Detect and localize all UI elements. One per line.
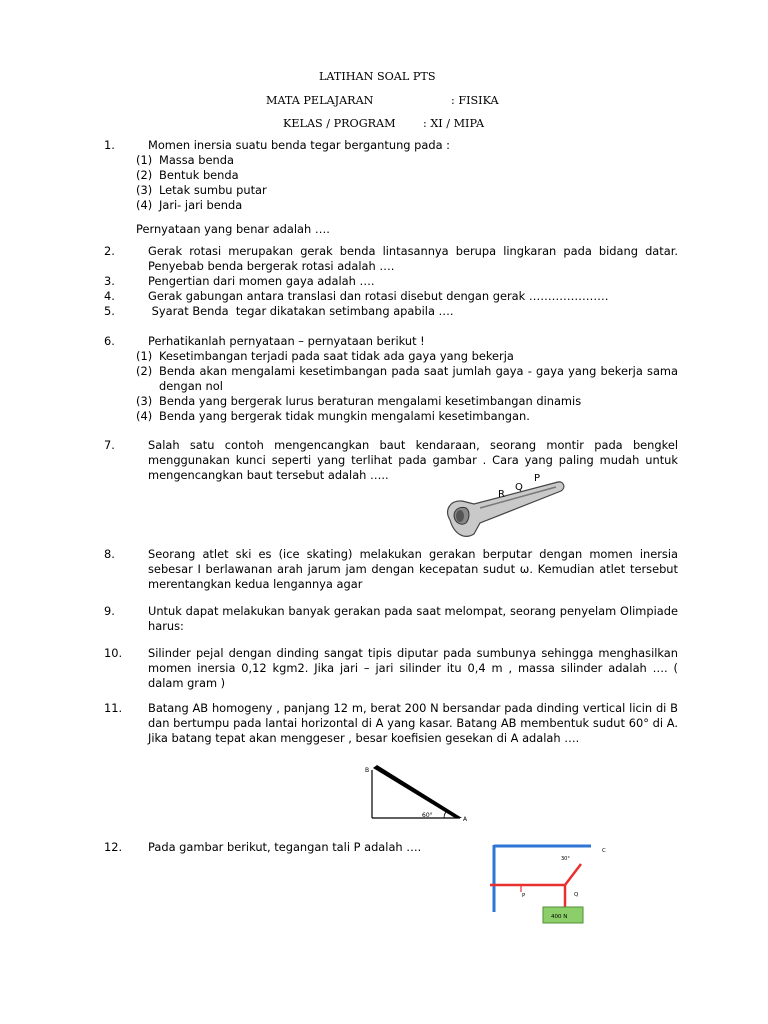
question-8: 8. Seorang atlet ski es (ice skating) melakukan gerakan berputar dengan momen inersia sebesar I berlawanan arah jarum jam dengan kecepatan sudut ω. Kemudian atlet tersebut merentangkan kedua lengannya agar [104,547,678,591]
option: (1) Massa benda [136,153,234,167]
question-text: Pada gambar berikut, tegangan tali P adalah …. [148,840,422,854]
rod-ab [373,765,462,818]
option: (2) Benda akan mengalami kesetimbangan pada saat jumlah gaya - gaya yang bekerja sama dengan nol [136,364,678,393]
subject-value: : FISIKA [451,94,499,107]
tension-label-q: Q [574,892,579,898]
wrench-label-q: Q [515,482,523,493]
question-text: Seorang atlet ski es (ice skating) melakukan gerakan berputar dengan momen inersia sebesar I berlawanan arah jarum jam dengan kecepatan sudut ω. Kemudian atlet tersebut merentangkan kedua lengannya agar [148,547,678,591]
question-10: 10. Silinder pejal dengan dinding sangat tipis diputar pada sumbunya sehingga menghasilkan momen inersia 0,12 kgm2. Jika jari – jari silinder itu 0,4 m , massa silinder adalah …. ( dalam gram ) [104,646,678,690]
subject-label: MATA PELAJARAN [266,94,374,107]
tension-label-p: P [522,893,526,899]
question-4: 4. Gerak gabungan antara translasi dan rotasi disebut dengan gerak ………………… [104,289,678,304]
tension-angle: 30° [561,856,570,862]
option: (1) Kesetimbangan terjadi pada saat tidak ada gaya yang bekerja [136,349,514,363]
wrench-icon [448,482,564,536]
question-text: Pengertian dari momen gaya adalah …. [148,274,375,288]
question-text: Perhatikanlah pernyataan – pernyataan berikut ! [148,334,425,348]
question-text: Silinder pejal dengan dinding sangat tipis diputar pada sumbunya sehingga menghasilkan momen inersia 0,12 kgm2. Jika jari – jari silinder itu 0,4 m , massa silinder adalah …. ( dalam gram ) [148,646,678,690]
question-1 [104,138,678,213]
option: (3) Benda yang bergerak lurus beraturan mengalami kesetimbangan dinamis [136,394,582,408]
question-7: 7. Salah satu contoh mengencangkan baut kendaraan, seorang montir pada bengkel menggunakan kunci seperti yang terlihat pada gambar . Cara yang paling mudah untuk mengencangkan baut tersebut adalah ….. [104,438,678,482]
rod-figure [360,760,480,826]
wrench-label-p: P [534,473,541,484]
question-text: Gerak gabungan antara translasi dan rotasi disebut dengan gerak ………………… [148,289,609,303]
wrench-figure [440,468,570,546]
question-text: Batang AB homogeny , panjang 12 m, berat 200 N bersandar pada dinding vertical licin di B dan bertumpu pada lantai horizontal di A yang kasar. Batang AB membentuk sudut 60° di A. Jika batang tepat akan menggeser , besar koefisien gesekan di A adalah …. [148,701,678,745]
rope-c [565,864,581,885]
tension-label-c: C [602,848,606,854]
rod-label-a: A [463,816,468,823]
wrench-label-r: R [498,489,505,500]
tension-figure [485,840,615,940]
tension-weight: 400 N [551,914,568,920]
question-text: Momen inersia suatu benda tegar bergantung pada : [148,138,451,152]
class-value: : XI / MIPA [423,117,485,130]
question-12: 12. Pada gambar berikut, tegangan tali P adalah …. [104,840,678,855]
question-11: 11. Batang AB homogeny , panjang 12 m, berat 200 N bersandar pada dinding vertical licin di B dan bertumpu pada lantai horizontal di A yang kasar. Batang AB membentuk sudut 60° di A. Jika batang tepat akan menggeser , besar koefisien gesekan di A adalah …. [104,701,678,745]
rod-angle: 60° [422,812,433,819]
option: (4) Benda yang bergerak tidak mungkin mengalami kesetimbangan. [136,409,530,423]
option: (3) Letak sumbu putar [136,183,267,197]
question-text: Salah satu contoh mengencangkan baut kendaraan, seorang montir pada bengkel menggunakan kunci seperti yang terlihat pada gambar . Cara yang paling mudah untuk mengencangkan baut tersebut adalah ….. [148,438,678,482]
question-number: 1. [104,138,115,152]
question-text: Gerak rotasi merupakan gerak benda lintasannya berupa lingkaran pada bidang datar. Penyebab benda bergerak rotasi adalah …. [148,244,678,273]
rod-label-b: B [365,767,370,774]
question-6: 6. Perhatikanlah pernyataan – pernyataan berikut ! (1) Kesetimbangan terjadi pada saat tidak ada gaya yang bekerja (2) Benda akan mengalami kesetimbangan pada saat jumlah gaya - gaya yang bekerja sama dengan nol (3) Benda yang bergerak lurus beraturan mengalami kesetimbangan dinamis (4) Benda yang bergerak tidak mungkin mengalami kesetimbangan. [104,334,678,423]
question-text: Untuk dapat melakukan banyak gerakan pada saat melompat, seorang penyelam Olimpiade harus: [148,604,678,633]
class-label: KELAS / PROGRAM [283,117,396,130]
question-1-prompt: Pernyataan yang benar adalah …. [136,222,330,236]
question-9: 9. Untuk dapat melakukan banyak gerakan pada saat melompat, seorang penyelam Olimpiade harus: [104,604,678,633]
question-5: 5. Syarat Benda tegar dikatakan setimbang apabila …. [104,304,678,319]
question-2: 2. Gerak rotasi merupakan gerak benda lintasannya berupa lingkaran pada bidang datar. Penyebab benda bergerak rotasi adalah …. [104,244,678,273]
question-text: Syarat Benda tegar dikatakan setimbang apabila …. [148,304,454,318]
option: (2) Bentuk benda [136,168,239,182]
doc-title: LATIHAN SOAL PTS [319,70,436,83]
option: (4) Jari- jari benda [136,198,243,212]
question-3: 3. Pengertian dari momen gaya adalah …. [104,274,678,289]
